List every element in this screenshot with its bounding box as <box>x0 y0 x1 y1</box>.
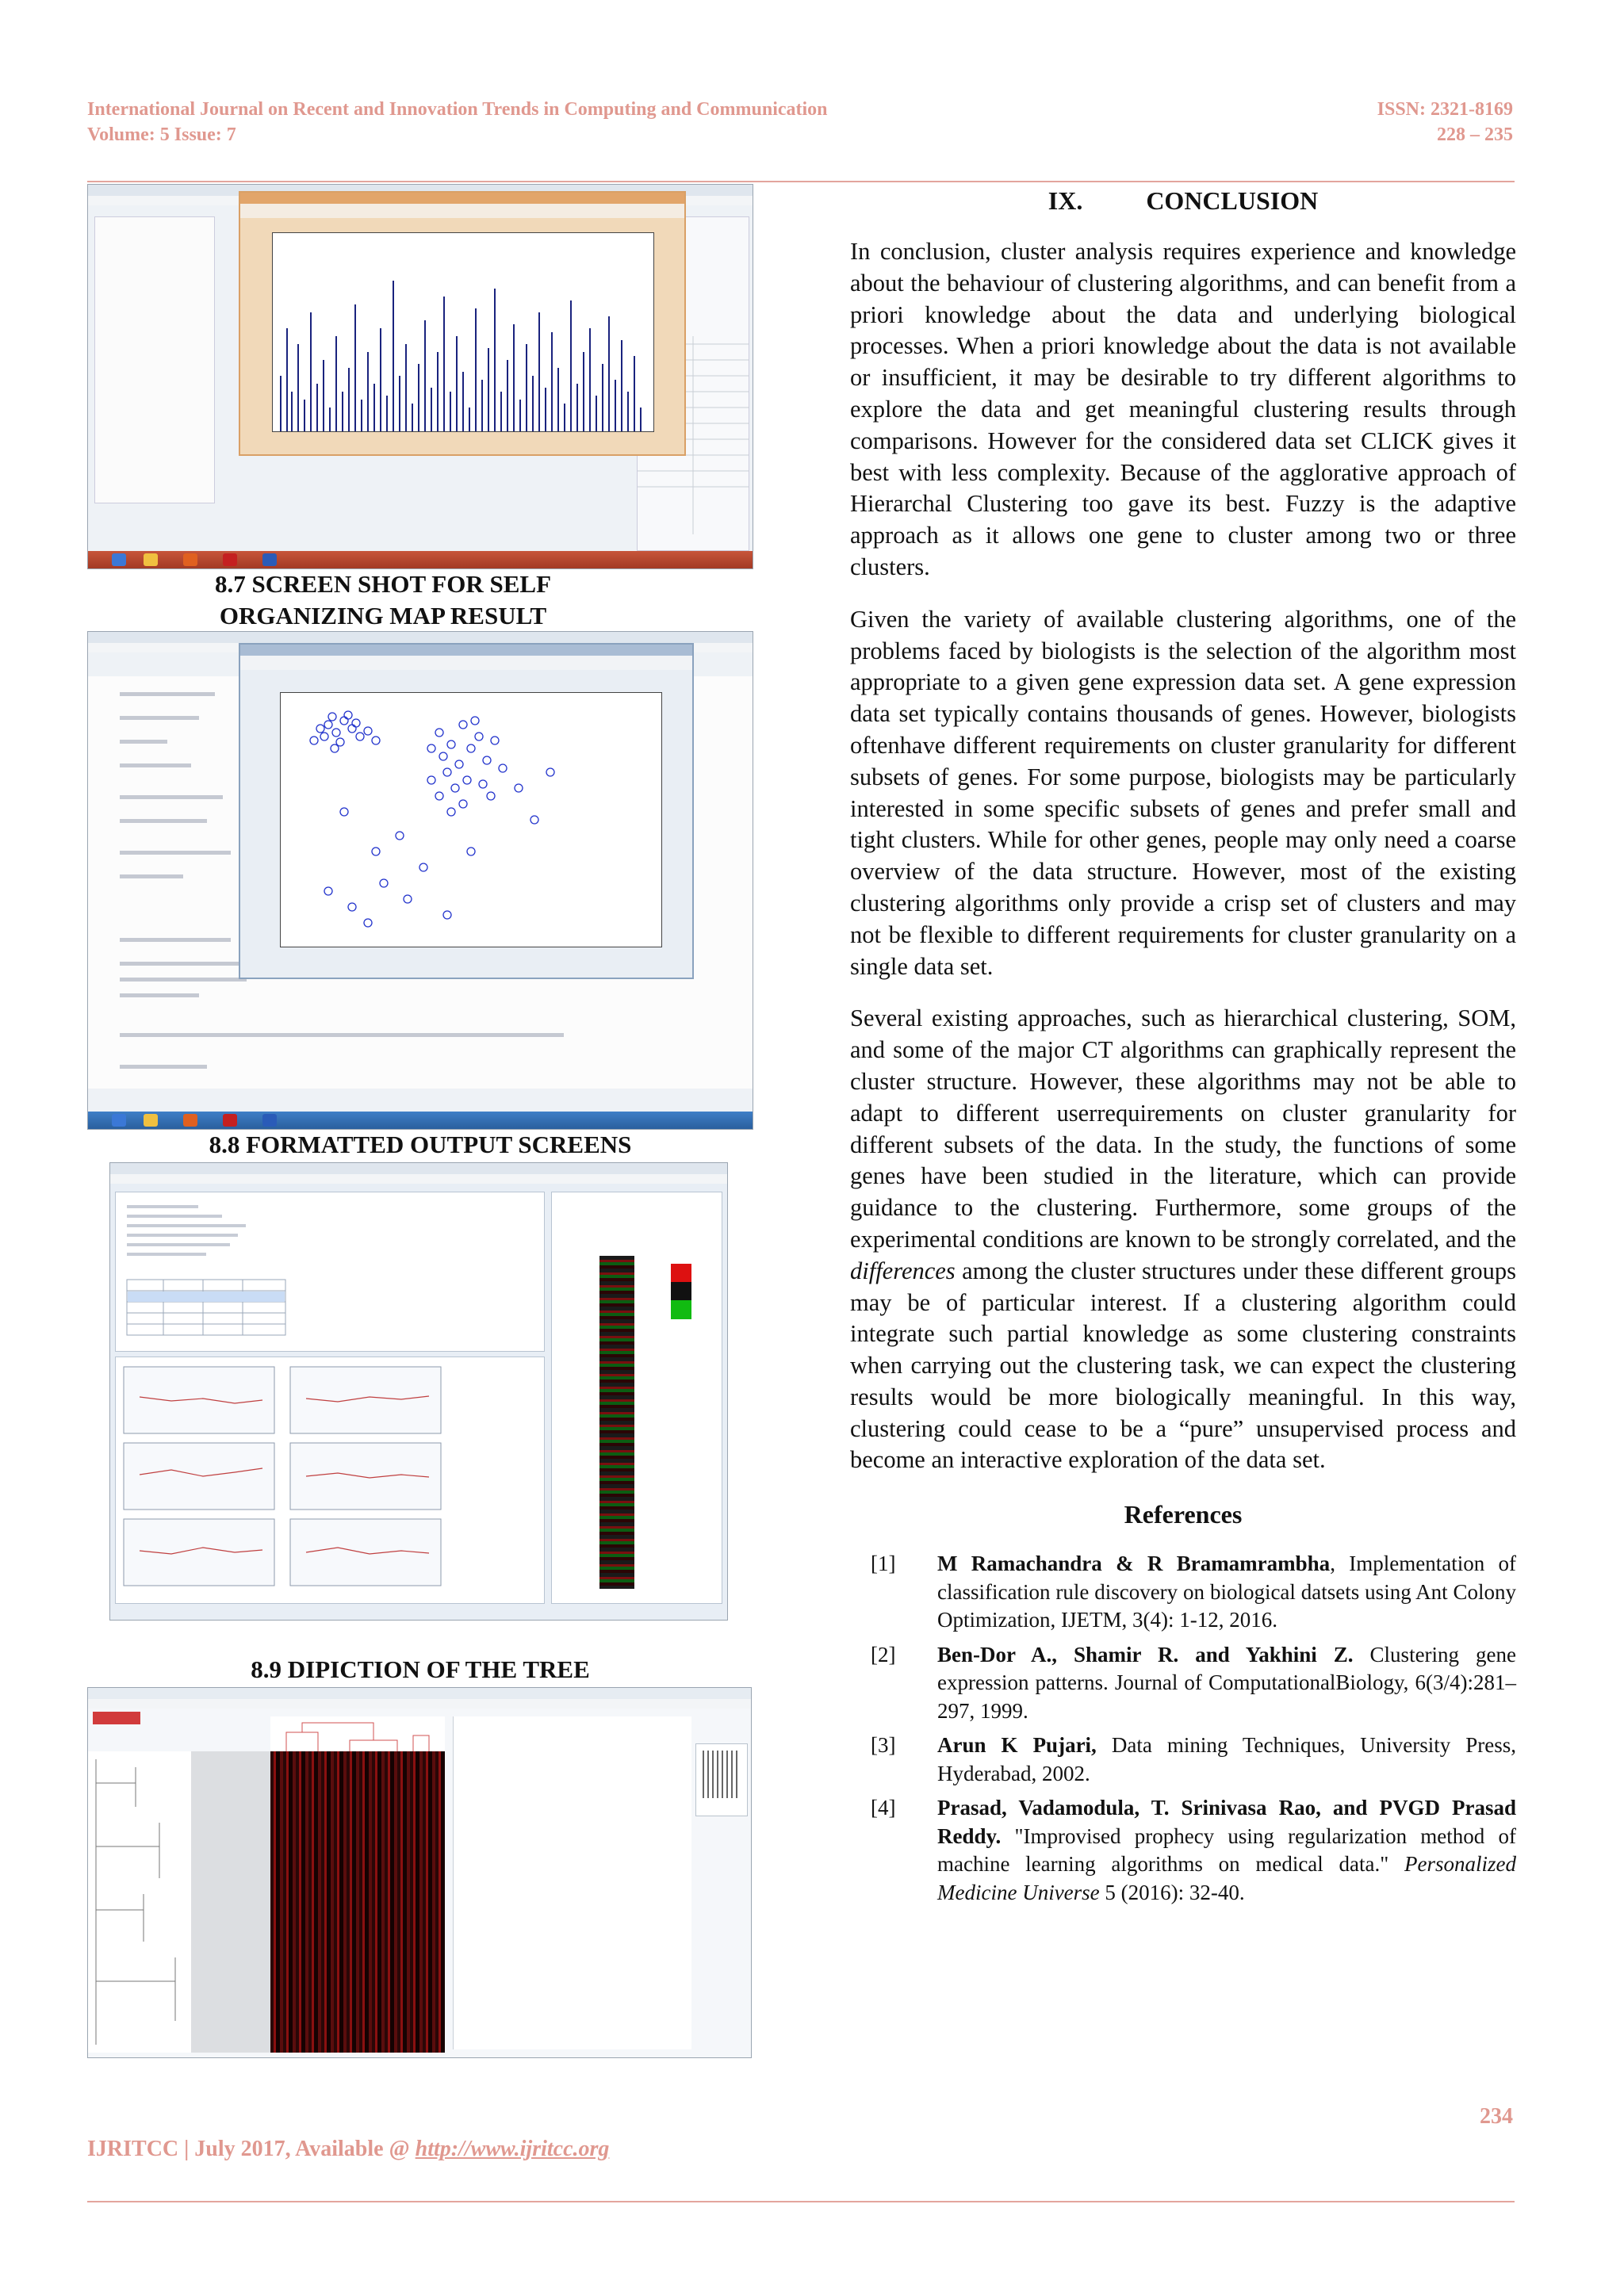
reference-item <box>850 1794 1516 1907</box>
figure-window <box>239 643 694 979</box>
figure-8-7-caption <box>87 568 679 632</box>
figure-8-8-caption: 8.8 FORMATTED OUTPUT SCREENS <box>209 1131 632 1158</box>
formatted-output-screenshot <box>109 1162 728 1621</box>
clustering-info-panel <box>115 1192 545 1352</box>
reference-item <box>850 1550 1516 1635</box>
taskbar-folder-icon <box>144 553 158 566</box>
reference-body <box>937 1794 1516 1907</box>
reference-body <box>937 1641 1516 1726</box>
reference-body <box>937 1732 1516 1788</box>
journal-link[interactable]: http://www.ijritcc.org <box>415 2137 610 2161</box>
figure-8-9-caption: 8.9 DIPICTION OF THE TREE <box>251 1655 590 1683</box>
conclusion-paragraph-2: Given the variety of available clustering algorithms, one of the problems faced by biologists is the selection of the algorithm most appropriate to a given gene expression data set. A gene expression data set typically contains thousands of genes. However, biologists oftenhave different requirements on cluster granularity for different subsets of genes. For some purpose, biologists may be particularly interested in some specific subsets of genes and prefer small and tight clusters. While for other genes, people may only need a coarse overview of the data structure. However, most of the existing clustering algorithms only provide a crisp set of clusters and may not be flexible to different requirements for cluster granularity on a single data set. <box>850 605 1516 980</box>
footer-text: IJRITCC | July 2017, Available @ <box>87 2137 416 2161</box>
cluster-profiles-panel <box>115 1357 545 1604</box>
cluster-profiles-svg <box>116 1357 544 1603</box>
section-number: IX. <box>1048 186 1083 215</box>
reference-number: [1] <box>871 1552 896 1576</box>
info-table-svg <box>116 1192 544 1351</box>
som-result-screenshot <box>87 184 753 569</box>
reference-item <box>850 1732 1516 1788</box>
empty-detail-pane <box>453 1716 691 2049</box>
window-menubar <box>88 1699 751 1709</box>
running-header-left <box>87 97 828 147</box>
taskbar-ie-icon <box>112 553 126 566</box>
volume-issue: Volume: 5 Issue: 7 <box>87 124 236 145</box>
footer-rule <box>87 2201 1515 2202</box>
reference-authors: Arun K Pujari, <box>937 1733 1097 1758</box>
taskbar-word-icon <box>262 1114 277 1127</box>
bar-plot-svg <box>273 233 653 431</box>
reference-text: 5 (2016): 32-40. <box>1099 1880 1245 1904</box>
header-rule <box>87 181 1515 182</box>
column-dendrogram-svg <box>270 1716 445 1751</box>
dendrogram-area <box>88 1751 270 2053</box>
reference-body <box>937 1550 1516 1635</box>
taskbar-word-icon <box>262 553 277 566</box>
window-titlebar <box>88 1688 751 1700</box>
toolbar-button <box>93 1712 140 1724</box>
figure-titlebar <box>240 645 692 656</box>
window-titlebar <box>88 632 753 644</box>
reference-number: [4] <box>871 1796 896 1820</box>
right-column <box>850 184 1516 1913</box>
scatter-plot-axes <box>280 692 662 947</box>
scatter-plot-svg <box>281 693 661 947</box>
heatmap-panel <box>551 1192 722 1604</box>
reference-text: Clustering gene expression patterns. Journal of ComputationalBiology, 6(3/4):281–297, 1999. <box>937 1642 1517 1723</box>
reference-authors: Ben-Dor A., Shamir R. and Yakhini Z. <box>937 1642 1354 1667</box>
tree-heatmap <box>270 1751 445 2053</box>
reference-item <box>850 1641 1516 1726</box>
taskbar-app-icon <box>183 553 197 566</box>
reference-number: [3] <box>871 1733 896 1758</box>
running-header-right <box>1377 97 1513 147</box>
paragraph-text: among the cluster structures under these different groups may be of particular interest. If a clustering algorithm could integrate such partial knowledge as some clustering constraints when carrying out the clustering task, we can expect the clustering results would be more biologically meaningful. In this way, clustering could cease to be a “pure” unsupervised process and become an interactive exploration of the data set. <box>850 1257 1516 1474</box>
figure-toolbar <box>240 656 692 670</box>
taskbar <box>88 551 753 568</box>
reference-text: , Implementation of classification rule discovery on biological datsets using Ant Colony Optimization, IJETM, 3(4): 1-12, 2016. <box>937 1552 1516 1632</box>
expression-heatmap <box>599 1256 634 1589</box>
taskbar-ie-icon <box>112 1114 126 1127</box>
taskbar-folder-icon <box>144 1114 158 1127</box>
caption-line: ORGANIZING MAP RESULT <box>219 602 547 629</box>
figure-titlebar <box>240 193 684 204</box>
reference-number: [2] <box>871 1642 896 1667</box>
taskbar-pdf-icon <box>223 1114 237 1127</box>
reference-authors: Prasad, Vadamodula, T. Srinivasa Rao, and PVGD Prasad Reddy. <box>937 1796 1516 1848</box>
issn: ISSN: 2321-8169 <box>1377 99 1513 120</box>
emphasis-text: differences <box>850 1257 956 1284</box>
reference-text: Data mining Techniques, University Press, Hyderabad, 2002. <box>937 1733 1516 1785</box>
section-heading <box>850 184 1516 217</box>
page-range: 228 – 235 <box>1437 124 1513 145</box>
taskbar-app-icon <box>183 1114 197 1127</box>
caption-line: 8.7 SCREEN SHOT FOR SELF <box>214 570 552 598</box>
figure-window <box>239 191 686 456</box>
references-heading: References <box>1124 1500 1243 1529</box>
taskbar-pdf-icon <box>223 553 237 566</box>
conclusion-paragraph-3 <box>850 1003 1516 1476</box>
column-dendrogram <box>270 1716 445 1751</box>
color-scale-legend <box>671 1264 691 1319</box>
conclusion-paragraph-1: In conclusion, cluster analysis requires experience and knowledge about the behaviour of clustering algorithms, and can benefit from a priori knowledge about the data and underlying biological processes. When a priori knowledge about the data is not available or insufficient, it may be desirable to try different algorithms to explore the data and get meaningful clustering results through comparisons. However for the considered data set CLICK gives it best with less complexity. Because of the agglorative approach of Hierarchal Clustering too gave its best. Fuzzy is the adaptive approach as it allows one gene to cluster among two or three clusters. <box>850 238 1516 580</box>
bar-plot-axes <box>272 232 654 432</box>
section-title: CONCLUSION <box>1146 186 1319 215</box>
window-menubar <box>110 1174 727 1184</box>
pca-scatter-screenshot <box>87 631 753 1130</box>
tree-view-screenshot <box>87 1687 752 2058</box>
figure-toolbar <box>240 204 684 218</box>
workspace-values-panel <box>94 216 215 503</box>
reference-text: "Improvised prophecy using regularization method of machine learning algorithms on medical data." <box>937 1823 1516 1877</box>
mini-overview-pane <box>695 1743 748 1816</box>
mini-overview-tree <box>703 1751 741 1798</box>
paragraph-text: Several existing approaches, such as hierarchical clustering, SOM, and some of the major CT algorithms can graphically represent the cluster structure. However, these algorithms may not be able to adapt to different userrequirements on cluster granularity for different subsets of the data. In the study, the functions of some genes have been studied in the literature, which can provide guidance to the clustering. Furthermore, some groups of the experimental conditions are known to be strongly correlated, and the <box>850 1004 1516 1253</box>
page-number: 234 <box>1480 2104 1513 2129</box>
taskbar <box>88 1112 753 1129</box>
reference-journal: Personalized Medicine Universe <box>937 1852 1516 1904</box>
dendrogram-svg <box>88 1751 270 2053</box>
window-titlebar <box>110 1163 727 1175</box>
journal-name: International Journal on Recent and Innovation Trends in Computing and Communication <box>87 99 828 120</box>
reference-authors: M Ramachandra & R Bramamrambha <box>937 1552 1331 1576</box>
page-footer <box>87 2137 609 2162</box>
